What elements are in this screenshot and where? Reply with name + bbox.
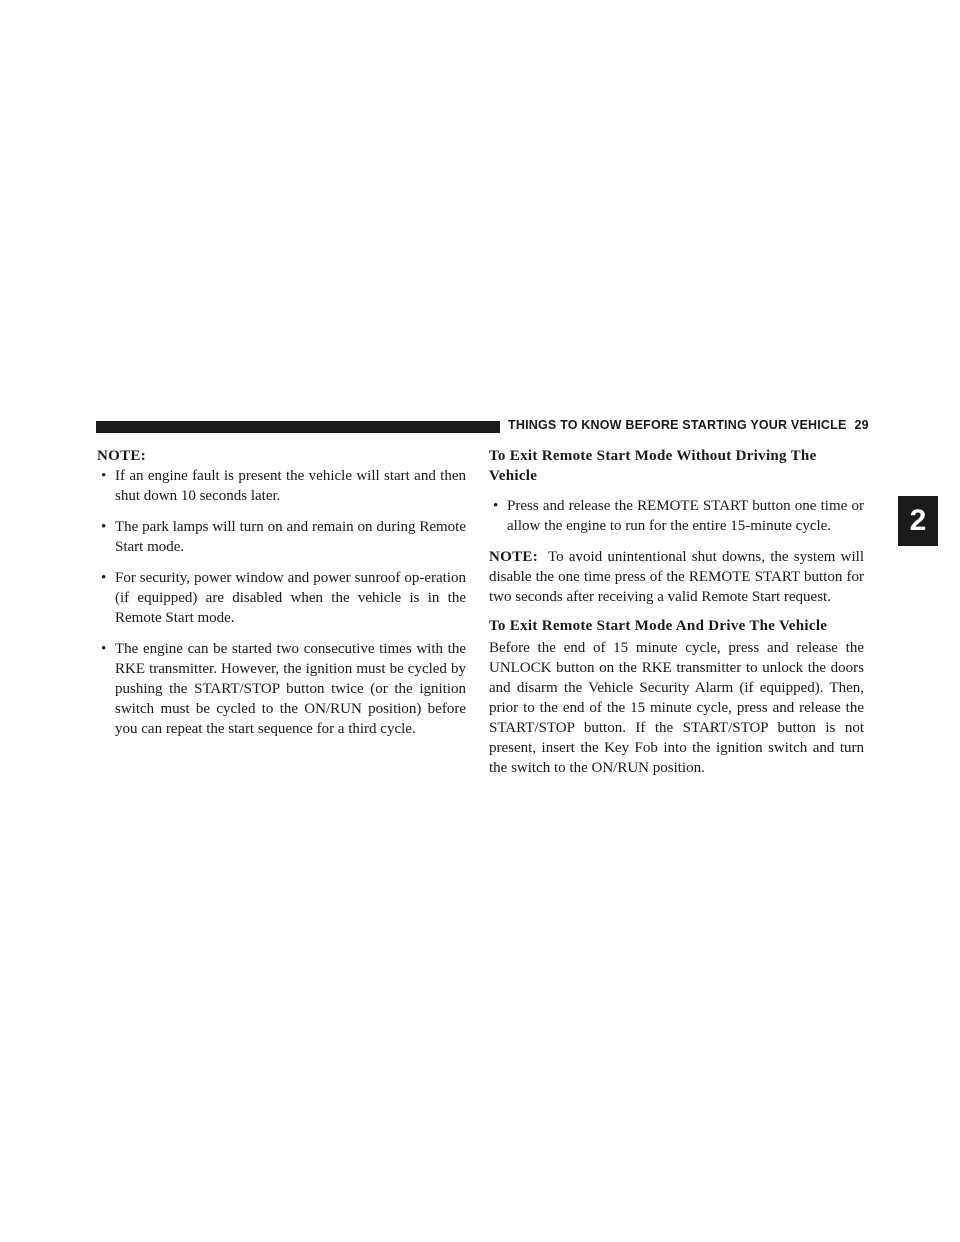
exit-bullet-list (489, 496, 864, 536)
bullet-icon: • (493, 498, 499, 514)
chapter-tab: 2 (898, 496, 938, 546)
body-paragraph: Before the end of 15 minute cycle, press and release the UNLOCK button on the RKE transmitter to unlock the doors and disarm the Vehicle Security Alarm (if equipped). Then, prior to the end of the 15 minute cycle, press and release the START/STOP button. If the START/STOP button is not present, insert the Key Fob into the ignition switch and turn the switch to the ON/RUN position. (489, 640, 864, 776)
bullet-icon: • (101, 519, 107, 535)
section-heading-exit-without-driving: To Exit Remote Start Mode Without Driving The Vehicle (489, 448, 817, 484)
running-header-title: THINGS TO KNOW BEFORE STARTING YOUR VEHICLE (508, 418, 847, 432)
note-bullet-list (97, 466, 466, 739)
list-item (489, 496, 864, 536)
section-heading-exit-and-drive: To Exit Remote Start Mode And Drive The Vehicle (489, 618, 828, 634)
list-item-text: For security, power window and power sunroof op-eration (if equipped) are disabled when the vehicle is in the Remote Start mode. (115, 570, 466, 626)
list-item (97, 466, 466, 506)
list-item (97, 639, 466, 739)
left-column (97, 446, 466, 750)
bullet-icon: • (101, 641, 107, 657)
note-text: To avoid unintentional shut downs, the system will disable the one time press of the REMOTE START button for two seconds after receiving a valid Remote Start request. (489, 549, 864, 605)
list-item-text: The park lamps will turn on and remain on during Remote Start mode. (115, 519, 466, 555)
bullet-icon: • (101, 468, 107, 484)
header-rule-bar (96, 421, 500, 433)
list-item (97, 517, 466, 557)
list-item (97, 568, 466, 628)
note-label: NOTE: (97, 448, 147, 464)
list-item-text: If an engine fault is present the vehicle will start and then shut down 10 seconds later. (115, 468, 466, 504)
page-number: 29 (854, 418, 869, 432)
note-paragraph (489, 547, 864, 607)
running-header (508, 418, 869, 432)
list-item-text: Press and release the REMOTE START button one time or allow the engine to run for the entire 15-minute cycle. (507, 498, 864, 534)
bullet-icon: • (101, 570, 107, 586)
right-column (489, 446, 864, 787)
note-label: NOTE: (489, 549, 539, 565)
list-item-text: The engine can be started two consecutive times with the RKE transmitter. However, the ignition must be cycled by pushing the START/STOP button twice (or the ignition switch must be cycled to the ON/RUN position) before you can repeat the start sequence for a third cycle. (115, 641, 466, 737)
